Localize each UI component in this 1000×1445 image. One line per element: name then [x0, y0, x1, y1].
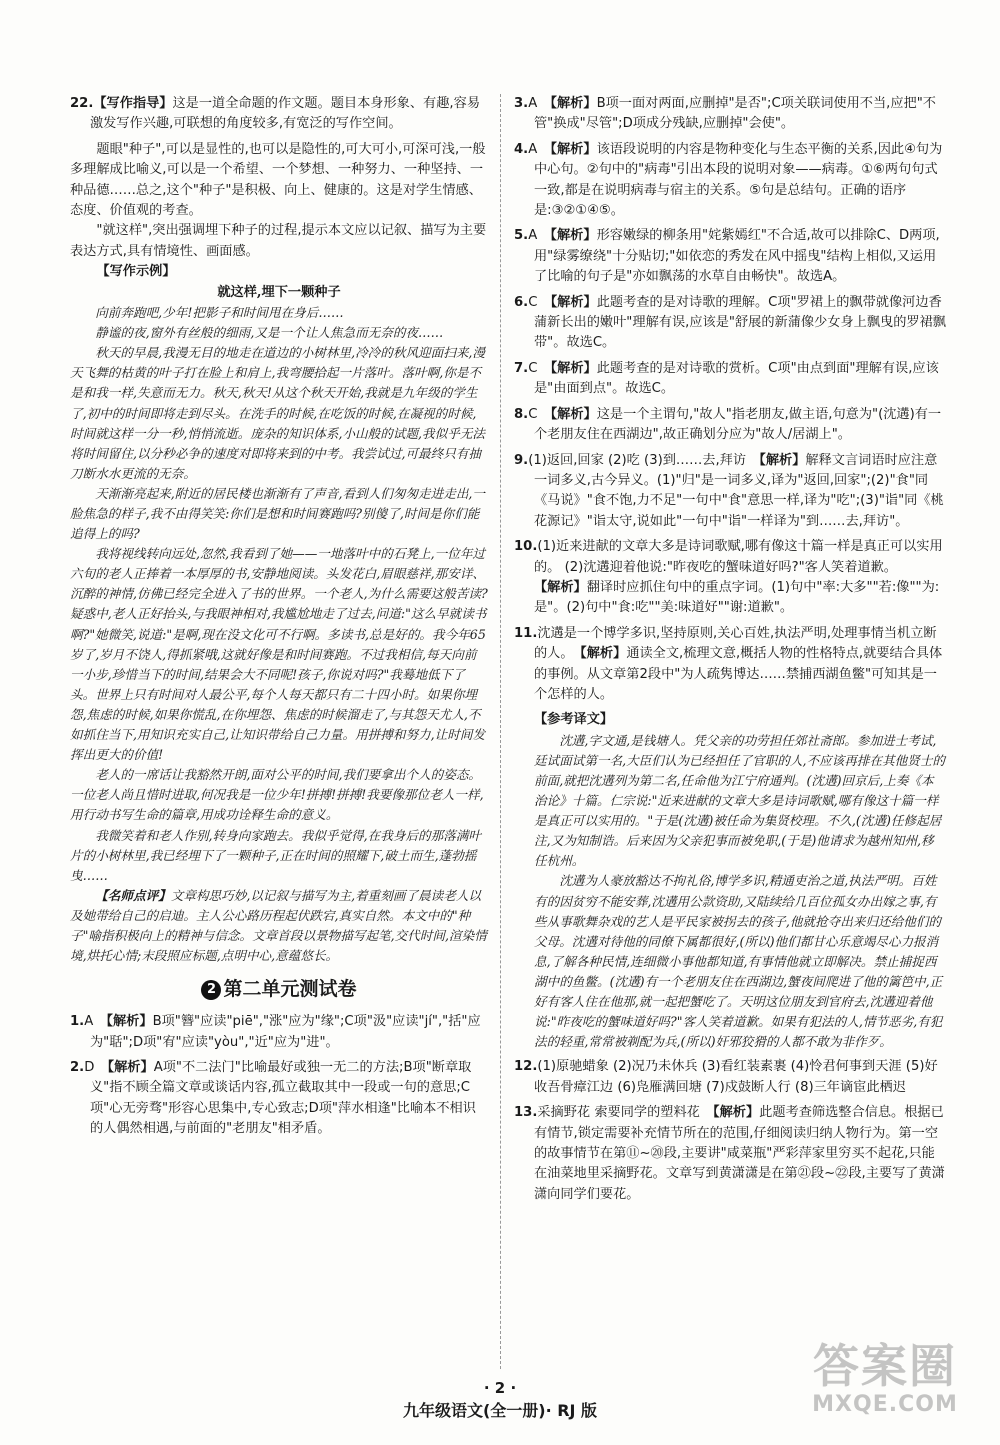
- question-10: [514, 537, 946, 619]
- question-22: [70, 94, 488, 135]
- essay-paragraph: 天渐渐亮起来,附近的居民楼也渐渐有了声音,看到人们匆匆走进走出,一脸焦急的样子,我不由得笑笑:你们是想和时间赛跑吗?别傻了,时间是你们能追得上的吗?: [70, 485, 486, 542]
- comment-tag: 【名师点评】: [95, 887, 171, 903]
- reference-translation: [514, 710, 946, 1052]
- essay-paragraph: 静谧的夜,窗外有丝般的细雨,又是一个让人焦急而无奈的夜……: [95, 325, 444, 341]
- analysis-tag: 【解析】: [550, 406, 597, 422]
- question-number: 9.: [514, 452, 529, 468]
- edition-label: 九年级语文(全一册)· RJ 版: [402, 1401, 598, 1420]
- question-5: [514, 226, 946, 287]
- analysis-text: 通读全文,梳理文意,概括人物的性格特点,就要结合具体的事例。从文章第2段中"为人疏隽博达……禁捕西湖鱼鳖"可知其是一个怎样的人。: [534, 646, 943, 702]
- analysis-text: 形容嫩绿的柳条用"姹紫嫣红"不合适,故可以排除C、D两项,用"绿雾缭绕"十分贴切;"如依恋的秀发在风中摇曳"结构上相似,又运用了比喻的句子是"亦如飘荡的水草自由畅快"。故选A。: [534, 228, 940, 285]
- question-text: 这是一道全命题的作文题。题目本身形象、有趣,容易激发写作兴趣,可联想的角度较多,有宽泛的写作空间。: [90, 96, 481, 132]
- question-12: [514, 1057, 946, 1098]
- analysis-tag: 【解析】: [550, 228, 597, 244]
- question-number: 11.: [514, 625, 538, 641]
- question-number: 7.: [514, 360, 529, 376]
- analysis-text: 这是一个主谓句,"故人"指老朋友,做主语,句意为"(沈遘)有一个老朋友住在西湖边",故正确划分应为"故人/居湖上"。: [534, 406, 942, 443]
- analysis-tag: 【解析】: [759, 452, 806, 468]
- teacher-comment: [70, 886, 488, 966]
- answer: C: [528, 406, 538, 422]
- analysis-tag: 【解析】: [550, 360, 597, 376]
- analysis-tag: 【解析】: [534, 579, 587, 595]
- essay-paragraph: 老人的一席话让我豁然开朗,面对公平的时间,我们要拿出个人的姿态。一位老人尚且惜时进取,何况我是一位少年!拼搏!拼搏!我要像那位老人一样,用行动书写生命的篇章,用成功诠释生命的意义。: [70, 767, 484, 823]
- question-number: 2.: [70, 1059, 85, 1075]
- question-3: [514, 94, 946, 135]
- answer: 沈遘是一个博学多识,坚持原则,关心百姓,执法严明,处理事情当机立断的人。: [534, 625, 937, 662]
- answer: A: [528, 141, 538, 157]
- unit-title-text: 第二单元测试卷: [223, 978, 357, 1001]
- translation-tag: 【参考译文】: [534, 712, 614, 728]
- analysis-text: 此题考查的是对诗歌的理解。C项"罗裙上的飘带就像河边香蒲新长出的嫩叶"理解有误,应该是"舒展的新蒲像少女身上飘曳的罗裙飘带"。故选C。: [534, 294, 946, 351]
- question-number: 22.: [70, 96, 94, 111]
- answer: A: [528, 96, 538, 111]
- analysis-tag: 【解析】: [550, 96, 597, 111]
- essay-paragraph: 秋天的早晨,我漫无目的地走在道边的小树林里,冷冷的秋风迎面扫来,漫天飞舞的枯黄的叶子打在脸上和肩上,我弯腰拾起一片落叶。落叶啊,你是不是和我一样,失意而无力。秋天,秋天!从这个秋天开始,我就是九年级的学生了,初中的时间即将走到尽头。在洗手的时候,在吃饭的时候,在凝视的时候,时间就这样一分一秒,悄悄流逝。庞杂的知识体系,小山般的试题,我似乎无法将时间留住,以分秒必争的速度对即将来到的中考。我尝试过,可最终只有抽刀断水水更流的无奈。: [70, 345, 486, 481]
- answer: 采摘野花 索要同学的塑料花: [537, 1105, 700, 1121]
- guidance-paragraph: "就这样",突出强调埋下种子的过程,提示本文应以记叙、描写为主要表达方式,具有情境性、画面感。: [70, 223, 487, 259]
- analysis-tag: 【解析】: [713, 1105, 760, 1121]
- answer: C: [528, 294, 538, 310]
- question-number: 13.: [514, 1105, 538, 1121]
- question-number: 4.: [514, 141, 529, 157]
- question-4: [514, 140, 946, 222]
- example-tag: 【写作示例】: [96, 264, 176, 280]
- analysis-text: 该语段说明的内容是物种变化与生态平衡的关系,因此④句为中心句。②句中的"病毒"引出本段的说明对象——病毒。①⑥两句句式一致,都是在说明病毒与宿主的关系。⑤句是总结句。正确的语序是:③②①④⑤。: [534, 141, 943, 219]
- column-divider: [500, 94, 501, 1369]
- question-2: [70, 1058, 488, 1140]
- analysis-text: 翻译时应抓住句中的重点字词。(1)句中"率:大多""若:像""为:是"。(2)句中"食:吃""美:味道好""谢:道歉"。: [534, 579, 940, 616]
- translation-paragraph: 沈遘为人豪放豁达不拘礼俗,博学多识,精通吏治之道,执法严明。百姓有的因贫穷不能安葬,沈遘用公款资助,又陆续给几百位孤女办出嫁之事,有些从事歌舞杂戏的艺人是平民家被拐去的孩子,他就抢夺出来归还给他们的父母。沈遘对待他的同僚下属都很好,(所以)他们都甘心乐意竭尽心力报消息,了解各种民情,连细微小事他都知道,有事情他就立即解决。禁止捕捉西湖中的鱼鳖。(沈遘)有一个老朋友住在西湖边,蟹夜间爬进了他的篱笆中,正好有客人住在他那,就一起把蟹吃了。天明这位朋友到官府去,沈遘迎着他说:"昨夜吃的蟹味道好吗?"客人笑着道歉。如果有犯法的人,情节恶劣,有犯法的轻重,常常被剃配为兵,(所以)奸邪狡猾的人都不敢为非作歹。: [534, 873, 943, 1050]
- unit-title: [70, 976, 488, 1002]
- question-6: [514, 293, 946, 354]
- question-7: [514, 359, 946, 400]
- analysis-tag: 【解析】: [107, 1059, 154, 1075]
- analysis-tag: 【解析】: [550, 294, 597, 310]
- analysis-tag: 【解析】: [106, 1014, 153, 1030]
- analysis-text: 解释文言词语时应注意一词多义,古今异义。(1)"归"是一词多义,译为"返回,回家";(2)"食"同《马说》"食不饱,力不足"一句中"食"意思一样,译为"吃";(3)"诣"同《桃花源记》"诣太守,说如此"一句中"诣"一样译为"到……去,拜访"。: [534, 452, 944, 529]
- unit-number-badge: 2: [201, 980, 221, 1000]
- watermark-text: 答案圈: [813, 1339, 957, 1393]
- analysis-text: 此题考查的是对诗歌的赏析。C项"由点到面"理解有误,应该是"由面到点"。故选C。: [534, 360, 939, 397]
- analysis-tag: 【解析】: [580, 646, 627, 662]
- essay-paragraph: 向前奔跑吧,少年!把影子和时间甩在身后……: [95, 305, 344, 321]
- analysis-tag: 【解析】: [550, 141, 597, 157]
- essay-paragraph: 我将视线转向远处,忽然,我看到了她——一地落叶中的石凳上,一位年过六旬的老人正捧着一本厚厚的书,安静地阅读。头发花白,眉眼慈祥,那安详、沉醉的神情,仿佛已经完全进入了书的世界。一个老人,为什么需要这般苦读?疑惑中,老人正好抬头,与我眼神相对,我尴尬地走了过去,问道:"这么早就读书啊?"她微笑,说道:"是啊,现在没文化可不行啊。多读书,总是好的。我今年65岁了,岁月不饶人,得抓紧哦,这就好像是和时间赛跑。不过我相信,每天向前一小步,珍惜当下的时间,结果会大不同呢!孩子,你说对吗?"我蓦地低下了头。世界上只有时间对人最公平,每个人每天都只有二十四小时。如果你埋怨,焦虑的时候,如果你慌乱,在你埋怨、焦虑的时候溜走了,与其怨天尤人,不如抓住当下,用知识充实自己,让知识带给自己力量。用拼搏和努力,让时间发挥出更大的价值!: [70, 546, 488, 763]
- question-1: [70, 1012, 488, 1053]
- analysis-text: B项"簪"应读"piē","涨"应为"缘";C项"汲"应读"jí","括"应为"聒";D项"宥"应读"yòu","近"应为"进"。: [90, 1014, 481, 1050]
- question-number: 12.: [514, 1059, 538, 1075]
- question-13: [514, 1103, 946, 1205]
- left-column: [70, 94, 488, 1145]
- answer: D: [84, 1059, 95, 1075]
- page-number: · 2 ·: [483, 1379, 517, 1397]
- answer-tag: 【写作指导】: [93, 96, 173, 111]
- analysis-text: A项"不二法门"比喻最好或独一无二的方法;B项"断章取义"指不顾全篇文章或谈话内容,孤立截取其中一段或一句的意思;C项"心无旁骛"形容心思集中,专心致志;D项"萍水相逢"比喻本不相识的人偶然相遇,与前面的"老朋友"相矛盾。: [90, 1059, 476, 1137]
- analysis-text: B项一面对两面,应删掉"是否";C项关联词使用不当,应把"不管"换成"尽管";D项成分残缺,应删掉"会使"。: [534, 96, 936, 132]
- analysis-text: 此题考查筛选整合信息。根据已有情节,锁定需要补充情节所在的范围,仔细阅读归纳人物行为。第一空的故事情节在第⑪~⑳段,主要讲"咸菜瓶"严彩萍家里穷买不起花,只能在油菜地里采摘野花。文章写到黄潇潇是在第㉑段~㉒段,主要写了黄潇潇向同学们要花。: [534, 1105, 945, 1202]
- question-number: 5.: [514, 228, 529, 244]
- question-number: 1.: [70, 1014, 85, 1030]
- guidance-paragraph: 题眼"种子",可以是显性的,也可以是隐性的,可大可小,可深可浅,一般多理解成比喻义,可以是一个希望、一个梦想、一种努力、一种坚持、一种品德……总之,这个"种子"是积极、向上、健康的。这是对学生情感、态度、价值观的考查。: [70, 141, 486, 219]
- answer: C: [528, 360, 538, 376]
- comment-text: 文章构思巧妙,以记叙与描写为主,着重刻画了晨读老人以及她带给自己的启迪。主人公心路历程起伏跌宕,真实自然。本文中的"种子"喻指积极向上的精神与信念。文章首段以景物描写起笔,交代时间,渲染情境,烘托心情;末段照应标题,点明中心,意蕴悠长。: [70, 887, 487, 964]
- answer: (1)返回,回家 (2)吃 (3)到……去,拜访: [528, 452, 747, 468]
- question-11: [514, 624, 946, 706]
- answer: (1)近来进献的文章大多是诗词歌赋,哪有像这十篇一样是真正可以实用的。 (2)沈遘迎着他说:"昨夜吃的蟹味道好吗?"客人笑着道歉。: [534, 539, 943, 575]
- essay-paragraph: 我微笑着和老人作别,转身向家跑去。我似乎觉得,在我身后的那落满叶片的小树林里,我已经埋下了一颗种子,正在时间的照耀下,破土而生,蓬勃摇曳……: [70, 827, 482, 883]
- answer: A: [528, 228, 538, 244]
- answer: A: [84, 1014, 94, 1030]
- translation-paragraph: 沈遘,字文通,是钱塘人。凭父亲的功劳担任郊社斋郎。参加进士考试,廷试面试第一名,大臣们认为已经担任了官职的人,不应该再排在其他贤士的前面,就把沈遘列为第二名,任命他为江宁府通判。(沈遘)回京后,上奏《本治论》十篇。仁宗说:"近来进献的文章大多是诗词歌赋,哪有像这十篇一样是真正可以实用的。"于是(沈遘)被任命为集贤校理。不久,(沈遘)任修起居注,又为知制诰。后来因为父亲犯事而被免职,(于是)他请求为越州知州,移任杭州。: [534, 732, 946, 869]
- question-9: [514, 451, 946, 533]
- question-number: 8.: [514, 406, 529, 422]
- question-number: 10.: [514, 539, 538, 555]
- right-column: [514, 94, 946, 1210]
- watermark: [790, 1340, 980, 1418]
- question-number: 6.: [514, 294, 529, 310]
- essay-title: 就这样,埋下一颗种子: [217, 284, 341, 300]
- question-8: [514, 405, 946, 446]
- answer: (1)原驰蜡象 (2)况乃未休兵 (3)看红装素裹 (4)怜君何事到天涯 (5)好收吾骨瘴江边 (6)凫雁满回塘 (7)戍鼓断人行 (8)三年谪宦此栖迟: [534, 1059, 938, 1095]
- question-number: 3.: [514, 96, 529, 111]
- watermark-url: MXQE.COM: [812, 1392, 958, 1417]
